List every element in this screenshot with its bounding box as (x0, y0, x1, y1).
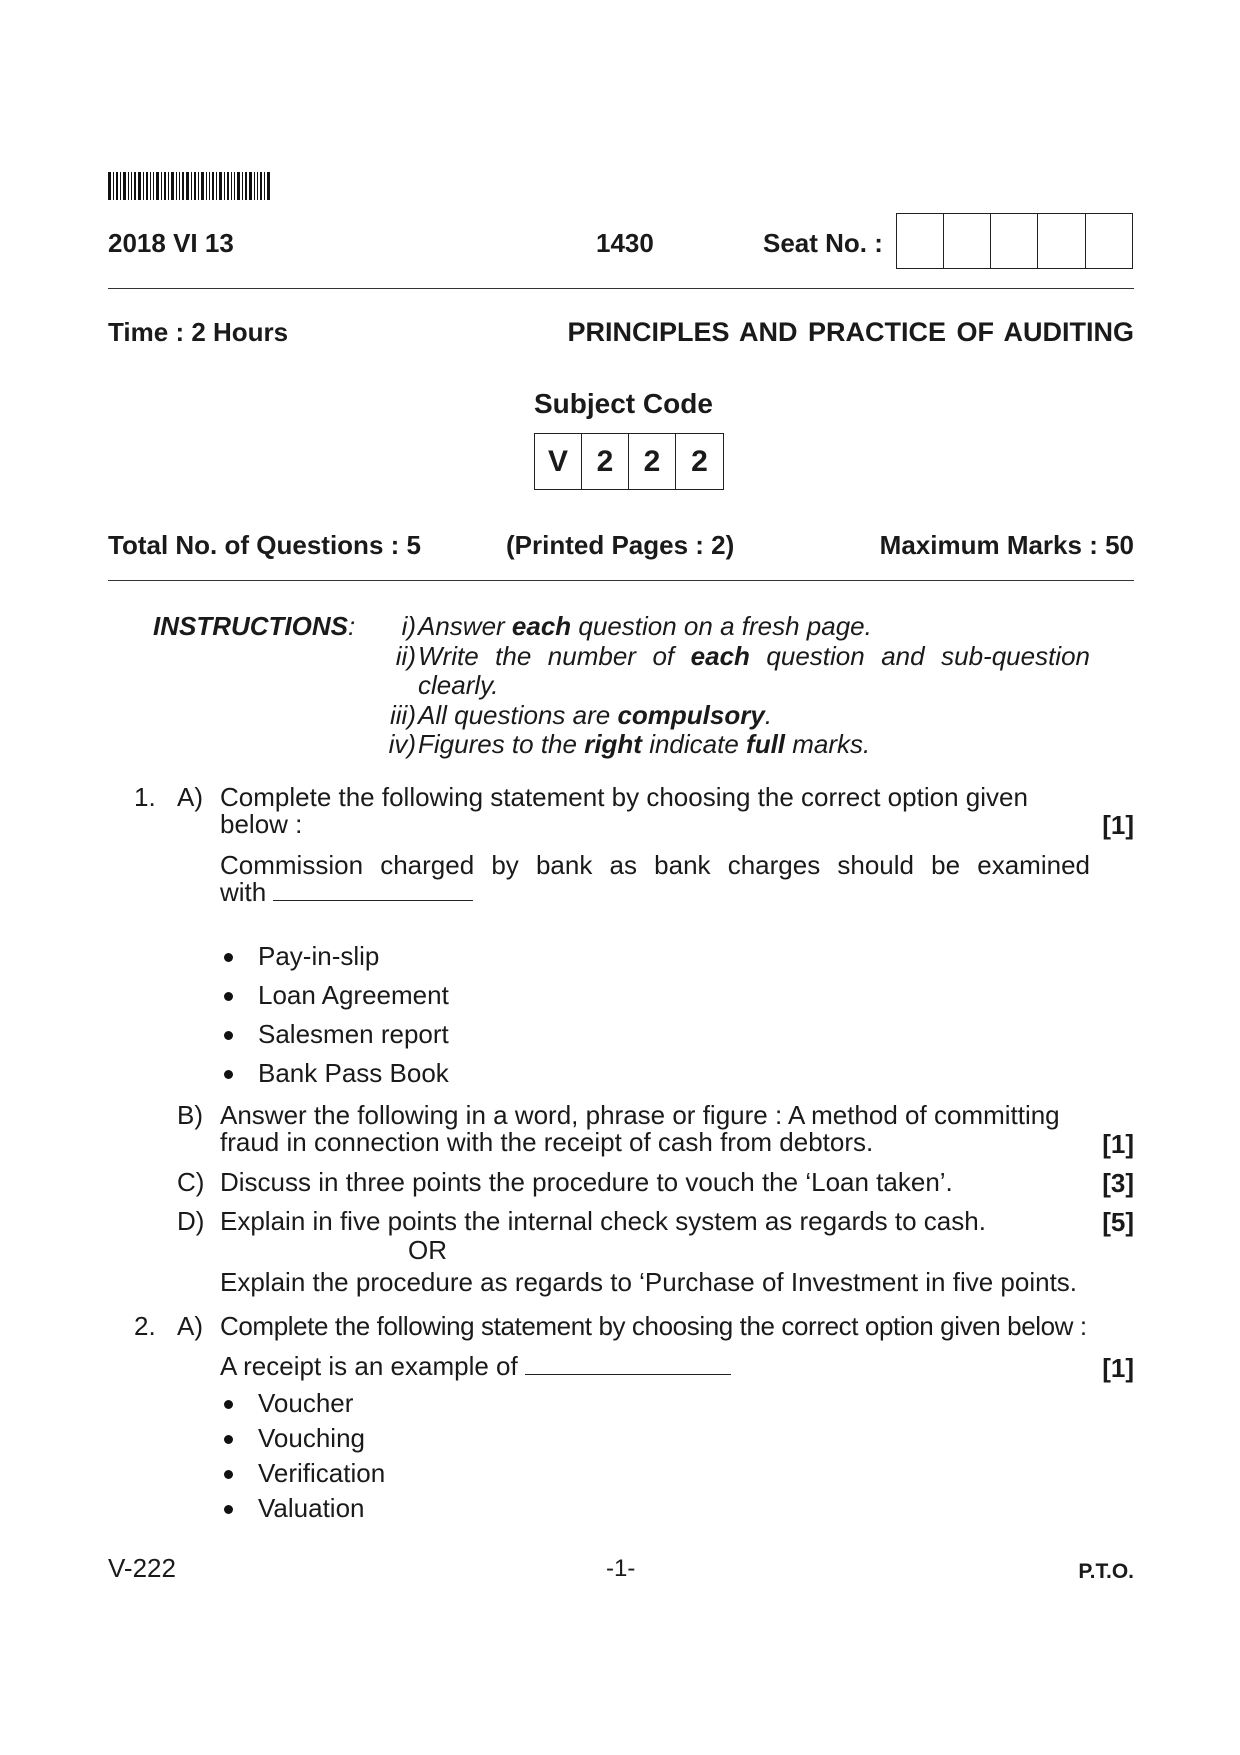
marks: [5] (1102, 1207, 1134, 1237)
instructions-label: INSTRUCTIONS: (153, 611, 356, 641)
subquestion-label: A) (177, 782, 203, 812)
instruction-text: Write the number of each question and sub-question (418, 641, 1090, 671)
question-statement: with (220, 878, 473, 906)
answer-blank (273, 880, 473, 901)
subject-code-char: 2 (582, 433, 629, 490)
exam-time: Time : 2 Hours (108, 317, 289, 347)
question-text: Answer the following in a word, phrase or figure : A method of committing (220, 1100, 1060, 1130)
footer-code: V-222 (108, 1553, 176, 1583)
bullet-icon (224, 1435, 233, 1444)
divider (108, 580, 1134, 581)
subquestion-label: A) (177, 1311, 203, 1341)
page-number: -1- (606, 1555, 636, 1582)
answer-blank (525, 1354, 731, 1375)
question-text: Explain in five points the internal check system as regards to cash. (220, 1206, 986, 1236)
marks: [1] (1102, 1129, 1134, 1159)
instruction-num: iv) (388, 729, 416, 759)
subject-code-char: 2 (676, 433, 724, 490)
bullet-icon (224, 1470, 233, 1479)
maximum-marks: Maximum Marks : 50 (879, 530, 1134, 560)
subject-code-label: Subject Code (534, 388, 713, 419)
printed-pages: (Printed Pages : 2) (506, 530, 735, 560)
question-text: Complete the following statement by choosing the correct option given (220, 782, 1028, 812)
paper-number: 1430 (596, 228, 654, 258)
instruction-text-cont: clearly. (418, 670, 499, 700)
seat-box (896, 213, 944, 269)
question-text: Discuss in three points the procedure to vouch the ‘Loan taken’. (220, 1167, 953, 1197)
bullet-icon (224, 1031, 233, 1040)
seat-box (1086, 213, 1133, 269)
barcode (108, 172, 300, 200)
or-separator: OR (408, 1235, 447, 1265)
bullet-icon (224, 1400, 233, 1409)
seat-label: Seat No. : (763, 228, 883, 258)
divider (108, 288, 1134, 289)
marks: [1] (1102, 1353, 1134, 1383)
paper-code: 2018 VI 13 (108, 228, 234, 258)
marks: [3] (1102, 1168, 1134, 1198)
bullet-icon (224, 953, 233, 962)
bullet-icon (224, 1070, 233, 1079)
seat-number-boxes (896, 213, 1133, 269)
question-statement: A receipt is an example of (220, 1352, 731, 1380)
subquestion-label: C) (177, 1167, 205, 1197)
instruction-text: Figures to the right indicate full marks. (418, 729, 871, 759)
seat-box (944, 213, 991, 269)
subquestion-label: D) (177, 1206, 205, 1236)
question-statement: Commission charged by bank as bank charges should be examined (220, 850, 1090, 880)
marks: [1] (1102, 810, 1134, 840)
subject-title: PRINCIPLES AND PRACTICE OF AUDITING (567, 317, 1134, 347)
question-text: Complete the following statement by choosing the correct option given below : (220, 1311, 1087, 1341)
instruction-num: iii) (390, 700, 416, 730)
question-text: below : (220, 809, 303, 839)
question-text: fraud in connection with the receipt of cash from debtors. (220, 1127, 874, 1157)
subject-code-char: V (534, 433, 582, 490)
seat-box (1038, 213, 1086, 269)
question-number: 1. (134, 782, 156, 812)
total-questions: Total No. of Questions : 5 (108, 530, 421, 560)
pto-label: P.T.O. (1078, 1560, 1134, 1583)
instruction-num: ii) (395, 641, 416, 671)
subject-code-boxes (534, 433, 724, 490)
instruction-text: All questions are compulsory. (418, 700, 773, 730)
subject-code-char: 2 (629, 433, 676, 490)
question-text: Explain the procedure as regards to ‘Purchase of Investment in five points. (220, 1267, 1078, 1297)
bullet-icon (224, 1505, 233, 1514)
instruction-num: i) (401, 611, 416, 641)
instruction-text: Answer each question on a fresh page. (418, 611, 872, 641)
question-number: 2. (134, 1311, 156, 1341)
subquestion-label: B) (177, 1100, 203, 1130)
seat-box (991, 213, 1038, 269)
bullet-icon (224, 992, 233, 1001)
